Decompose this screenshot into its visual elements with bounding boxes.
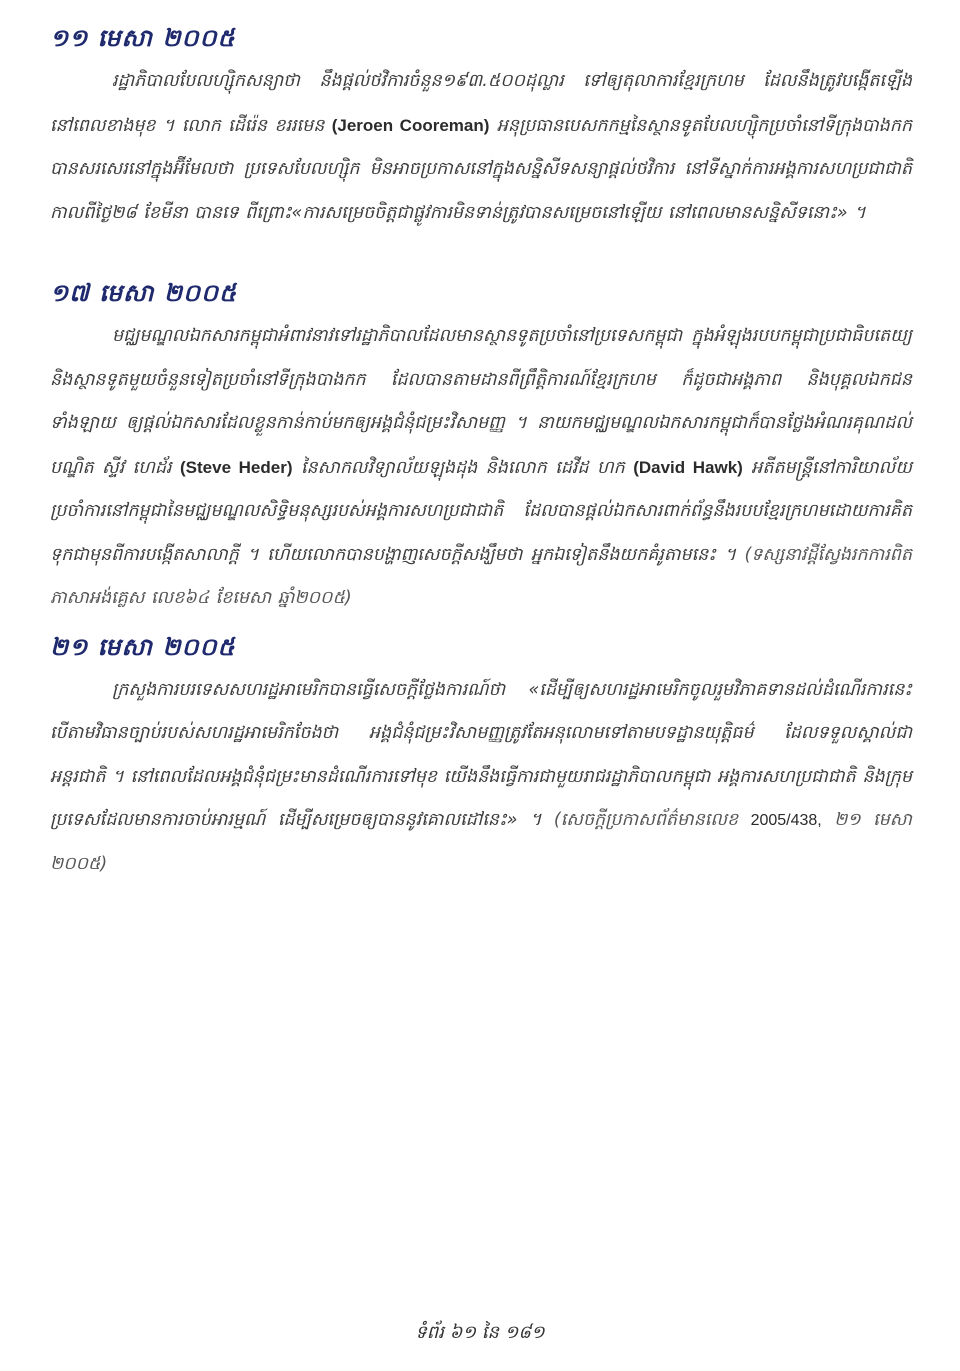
entry-2005-04-21 (50, 627, 912, 887)
page-number-footer: ទំព័រ ៦១ នៃ ១៨១ (415, 1322, 545, 1343)
paragraph-text: ក្រសួងការបរទេសសហរដ្ឋអាមេរិកបានធ្វើសេចក្តីថ្លែងការណ៍ថា «ដើម្បីឲ្យសហរដ្ឋអាមេរិកចូលរួមវិភាគទានដល់ដំណើរការនេះ បើតាមវិធានច្បាប់របស់សហរដ្ឋអាមេរិកចែងថា អង្គជំនុំជម្រះវិសាមញ្ញត្រូវតែអនុលោមទៅតាមបទដ្ឋានយុត្តិធម៌ ដែលទទួលស្គាល់ជាអន្តរជាតិ ។ នៅពេលដែលអង្គជំនុំជម្រះមានដំណើរការទៅមុខ យើងនឹងធ្វើការជាមួយរាជរដ្ឋាភិបាលកម្ពុជា អង្គការសហប្រជាជាតិ និងក្រុមប្រទេសដែលមានការចាប់អារម្មណ៍ ដើម្បីសម្រេចឲ្យបាននូវគោលដៅនេះ» ។ (50, 679, 912, 830)
entry-date-heading: ២១ មេសា ២០០៥ (50, 632, 236, 661)
paragraph-text: រដ្ឋាភិបាលបែលហ្ស៊ិកសន្យាថា នឹងផ្តល់ថវិការចំនួន១៩៣.៥០០ដុល្លារ ទៅឲ្យតុលាការខ្មែរក្រហម ដែលនឹងត្រូវបង្កើតឡើងនៅពេលខាងមុខ ។ លោក ដើរ៉េន ខររមេន (50, 71, 912, 136)
entry-date-heading: ១៧ មេសា ២០០៥ (50, 279, 238, 307)
press-release-number: 2005/438, (750, 812, 822, 829)
source-citation: ២១ មេសា ២០០៥) (50, 810, 912, 874)
paragraph-text: នៃសាកលវិទ្យាល័យឡុងដុង និងលោក ដេវីដ ហក (292, 457, 634, 478)
paragraph-text: អតីតមន្ត្រីនៅការិយាល័យប្រចាំការនៅកម្ពុជានៃមជ្ឈមណ្ឌលសិទ្ធិមនុស្សរបស់អង្គការសហប្រជាជាតិ ដែលបានផ្តល់ឯកសារពាក់ព័ន្ធនឹងរបបខ្មែរក្រហមដោយការគិតទុកជាមុនពីការបង្កើតសាលាក្តី ។ ហើយលោកបានបង្ហាញសេចក្តីសង្ឃឹមថា អ្នកឯទៀតនឹងយកគំរូតាមនេះ ។ (50, 457, 913, 565)
entry-2005-04-11 (50, 18, 912, 235)
english-name: (David Hawk) (633, 457, 743, 477)
source-citation: (ទស្សនាវដ្តីស្វែងរកការពិត ភាសាអង់គ្លេស លេខ៦៤ ខែមេសា ឆ្នាំ២០០៥) (50, 544, 912, 608)
entry-paragraph (50, 60, 912, 235)
entry-paragraph (50, 315, 912, 621)
source-citation: (សេចក្តីប្រកាសព័ត៌មានលេខ (553, 810, 751, 830)
english-name: (Jeroen Cooreman) (331, 115, 490, 135)
entry-paragraph (50, 669, 912, 887)
entry-date-heading: ១១ មេសា ២០០៥ (50, 24, 236, 52)
english-name: (Steve Heder) (180, 457, 293, 477)
paragraph-text: មជ្ឈមណ្ឌលឯកសារកម្ពុជាអំពាវនាវទៅរដ្ឋាភិបាលដែលមានស្ថានទូតប្រចាំនៅប្រទេសកម្ពុជា ក្នុងអំឡុងរបបកម្ពុជាប្រជាធិបតេយ្យ និងស្ថានទូតមួយចំនួនទៀតប្រចាំនៅទីក្រុងបាងកក ដែលបានតាមដានពីព្រឹត្តិការណ៍ខ្មែរក្រហម ក៏ដូចជាអង្គភាព និងបុគ្គលឯកជនទាំងឡាយ ឲ្យផ្តល់ឯកសារដែលខ្លួនកាន់កាប់មកឲ្យអង្គជំនុំជម្រះវិសាមញ្ញ ។ នាយកមជ្ឈមណ្ឌលឯកសារកម្ពុជាក៏បានថ្លែងអំណរគុណដល់បណ្ឌិត ស្ទីវ ហេដ័រ (50, 326, 912, 478)
paragraph-text: អនុប្រធានបេសកកម្មនៃស្ថានទូតបែលហ្ស៊ិកប្រចាំនៅទីក្រុងបាងកក បានសរសេរនៅក្នុងអ៊ីមែលថា ប្រទេសបែលហ្ស៊ិក មិនអាចប្រកាសនៅក្នុងសន្និសីទសន្យាផ្តល់ថវិការ នៅទីស្នាក់ការអង្គការសហប្រជាជាតិ កាលពីថ្ងៃ២៨ ខែមីនា បានទេ ពីព្រោះ«ការសម្រេចចិត្តជាផ្លូវការមិនទាន់ត្រូវបានសម្រេចនៅឡើយ នៅពេលមានសន្និសីទនោះ» ។ (50, 115, 912, 223)
document-page (50, 18, 912, 886)
entry-2005-04-17 (50, 273, 912, 621)
